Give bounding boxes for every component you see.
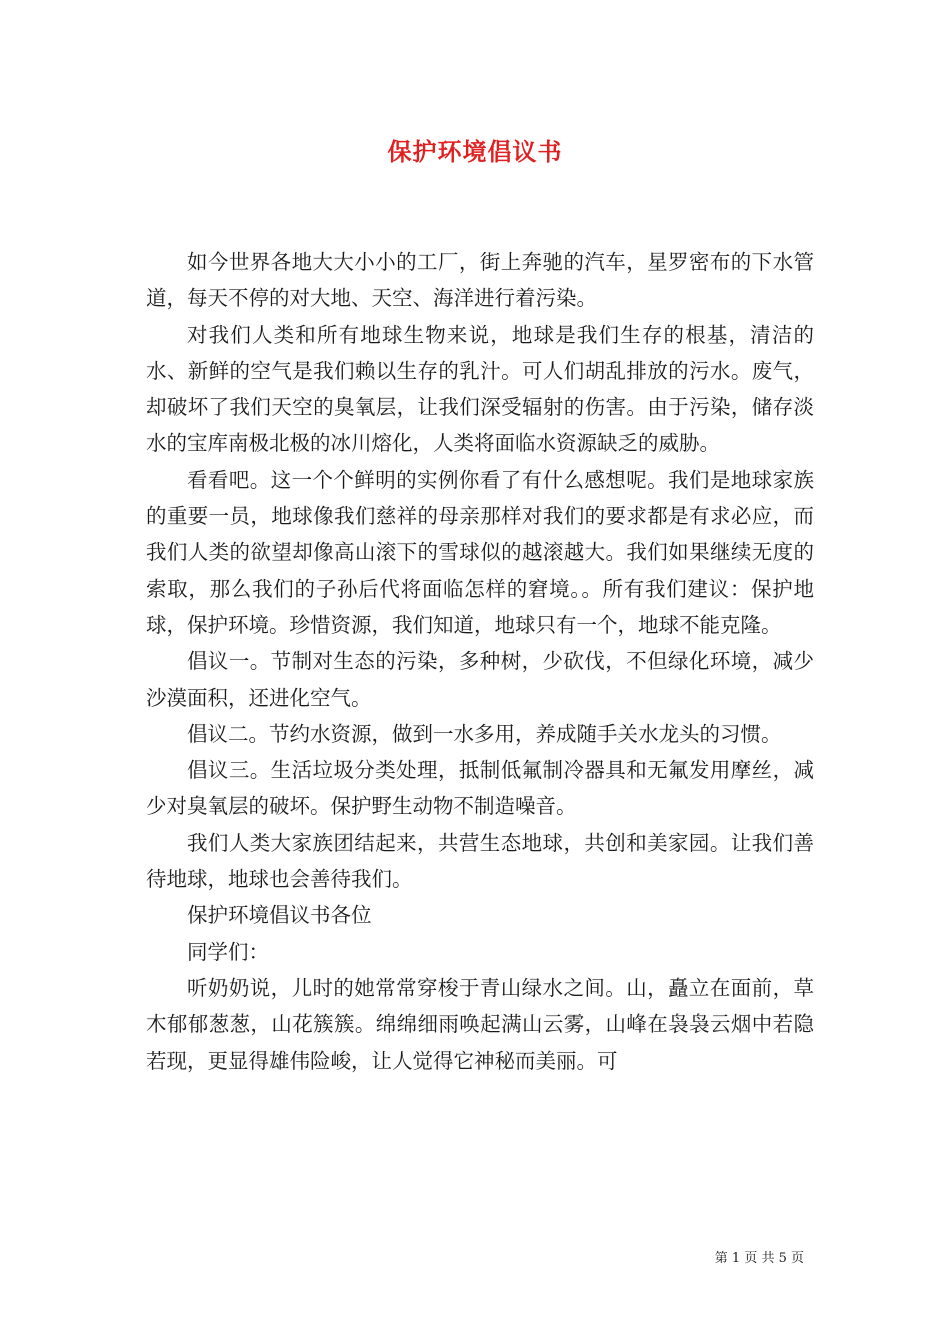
paragraph: 同学们： [187, 939, 269, 964]
paragraph: 倡议三。生活垃圾分类处理，抵制低氟制冷器具和无氟发用摩丝，减少对臭氧层的破坏。保护野生动物不制造噪音。 [146, 758, 814, 819]
page-number: 第 1 页 共 5 页 [714, 1251, 804, 1266]
paragraph: 如今世界各地大大小小的工厂，街上奔驰的汽车，星罗密布的下水管道，每天不停的对大地、天空、海洋进行着污染。 [146, 250, 814, 311]
paragraph: 看看吧。这一个个鲜明的实例你看了有什么感想呢。我们是地球家族的重要一员，地球像我们慈祥的母亲那样对我们的要求都是有求必应，而我们人类的欲望却像高山滚下的雪球似的越滚越大。我们如果继续无度的索取，那么我们的子孙后代将面临怎样的窘境。。所有我们建议：保护地球，保护环境。珍惜资源，我们知道，地球只有一个，地球不能克隆。 [146, 467, 814, 637]
paragraph: 保护环境倡议书各位 [187, 903, 372, 928]
paragraph: 对我们人类和所有地球生物来说，地球是我们生存的根基，清洁的水、新鲜的空气是我们赖以生存的乳汁。可人们胡乱排放的污水。废气，却破坏了我们天空的臭氧层，让我们深受辐射的伤害。由于污染，储存淡水的宝库南极北极的冰川熔化，人类将面临水资源缺乏的威胁。 [146, 322, 814, 456]
paragraph: 倡议二。节约水资源，做到一水多用，养成随手关水龙头的习惯。 [187, 721, 782, 746]
paragraph: 听奶奶说，儿时的她常常穿梭于青山绿水之间。山，矗立在面前，草木郁郁葱葱，山花簇簇。绵绵细雨唤起满山云雾，山峰在袅袅云烟中若隐若现，更显得雄伟险峻，让人觉得它神秘而美丽。可 [146, 975, 814, 1073]
document-body [146, 244, 814, 1079]
paragraph: 倡议一。节制对生态的污染，多种树，少砍伐，不但绿化环境，减少沙漠面积，还进化空气。 [146, 649, 814, 710]
paragraph: 我们人类大家族团结起来，共营生态地球，共创和美家园。让我们善待地球，地球也会善待我们。 [146, 830, 814, 892]
document-title: 保护环境倡议书 [387, 137, 563, 166]
